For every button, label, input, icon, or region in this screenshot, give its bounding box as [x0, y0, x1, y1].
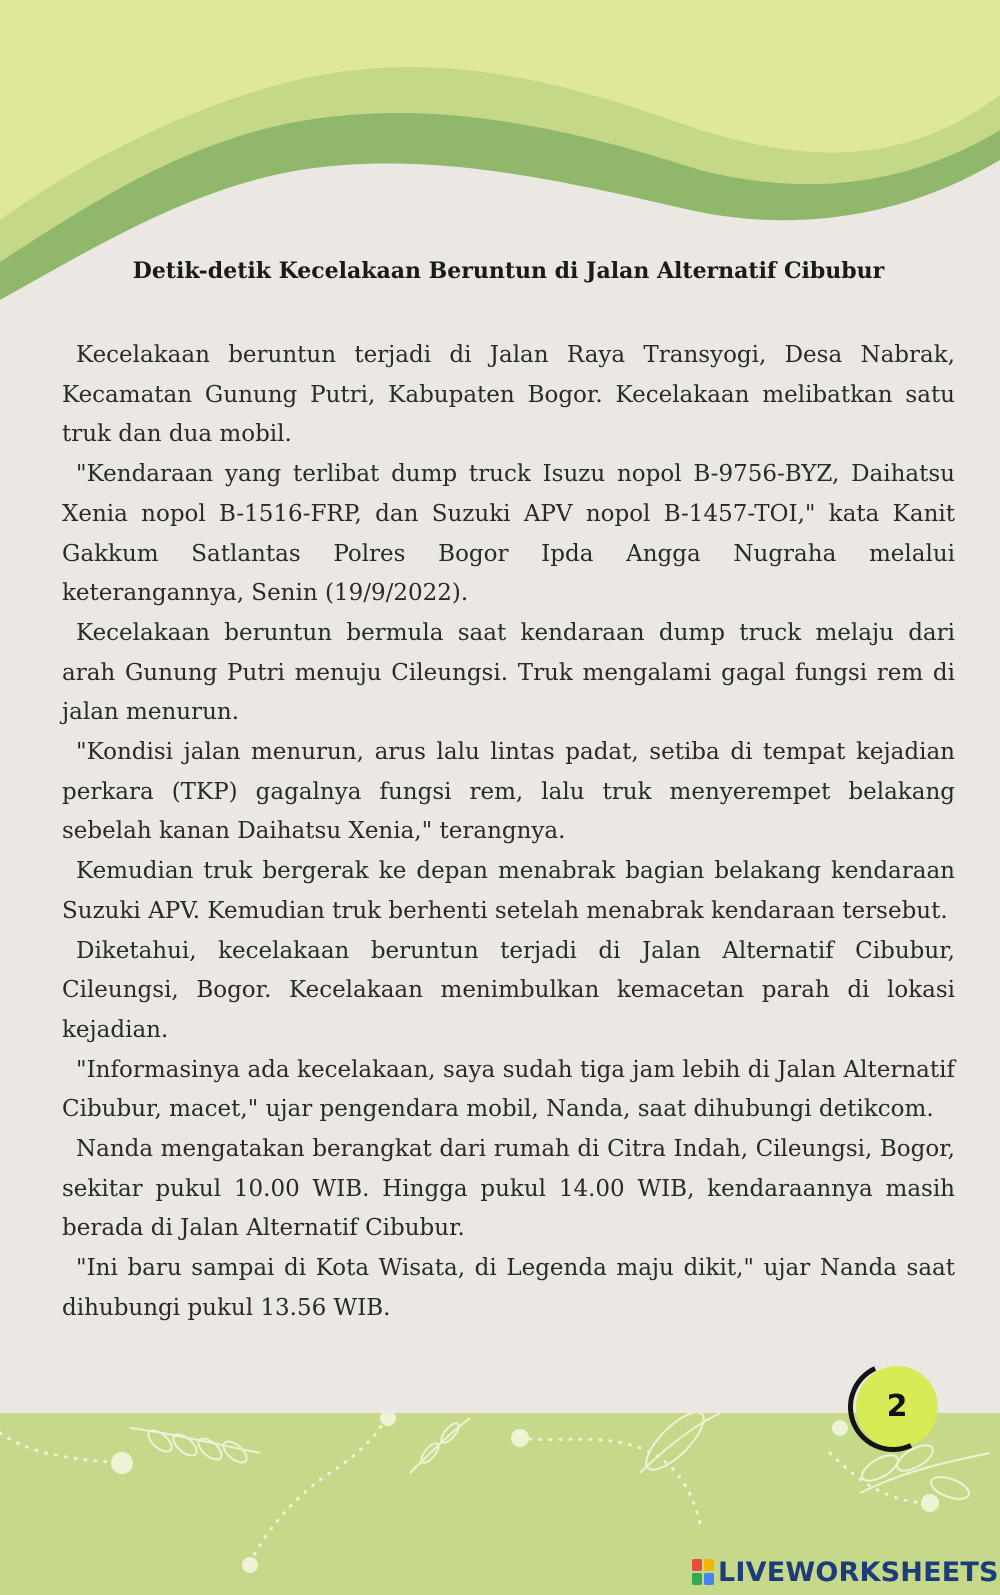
article-paragraph: "Kendaraan yang terlibat dump truck Isuzu nopol B-9756-BYZ, Daihatsu Xenia nopol B-1516-FRP, dan Suzuki APV nopol B-1457-TOI," kata Kanit Gakkum Satlantas Polres Bogor Ipda Angga Nugraha melalui keterangannya, Senin (19/9/2022).	[62, 461, 955, 607]
article-paragraph: "Kondisi jalan menurun, arus lalu lintas padat, setiba di tempat kejadian perkara (TKP) gagalnya fungsi rem, lalu truk menyerempet belakang sebelah kanan Daihatsu Xenia," terangnya.	[62, 739, 955, 845]
liveworksheets-brand[interactable]	[692, 1556, 999, 1588]
article-paragraph: Kecelakaan beruntun terjadi di Jalan Raya Transyogi, Desa Nabrak, Kecamatan Gunung Putri, Kabupaten Bogor. Kecelakaan melibatkan satu truk dan dua mobil.	[62, 342, 955, 448]
brand-name: LIVEWORKSHEETS	[718, 1556, 999, 1588]
article-paragraph: "Informasinya ada kecelakaan, saya sudah tiga jam lebih di Jalan Alternatif Cibubur, macet," ujar pengendara mobil, Nanda, saat dihubungi detikcom.	[62, 1056, 955, 1123]
page-number: 2	[886, 1389, 908, 1424]
article-paragraph: "Ini baru sampai di Kota Wisata, di Legenda maju dikit," ujar Nanda saat dihubungi pukul 13.56 WIB.	[62, 1255, 955, 1321]
article-paragraph: Kecelakaan beruntun bermula saat kendaraan dump truck melaju dari arah Gunung Putri menuju Cileungsi. Truk mengalami gagal fungsi rem di jalan menurun.	[62, 619, 955, 726]
article-title: Detik-detik Kecelakaan Beruntun di Jalan Alternatif Cibubur	[132, 258, 885, 284]
page-number-badge	[852, 1364, 938, 1450]
article-paragraph: Nanda mengatakan berangkat dari rumah di Citra Indah, Cileungsi, Bogor, sekitar pukul 10.00 WIB. Hingga pukul 14.00 WIB, kendaraannya masih berada di Jalan Alternatif Cibubur.	[62, 1136, 955, 1242]
article-paragraph: Kemudian truk bergerak ke depan menabrak bagian belakang kendaraan Suzuki APV. Kemudian truk berhenti setelah menabrak kendaraan tersebut.	[62, 858, 955, 924]
article-body	[62, 336, 955, 1329]
article-paragraph: Diketahui, kecelakaan beruntun terjadi di Jalan Alternatif Cibubur, Cileungsi, Bogor. Kecelakaan menimbulkan kemacetan parah di lokasi kejadian.	[62, 937, 955, 1043]
liveworksheets-logo-icon	[692, 1559, 714, 1585]
